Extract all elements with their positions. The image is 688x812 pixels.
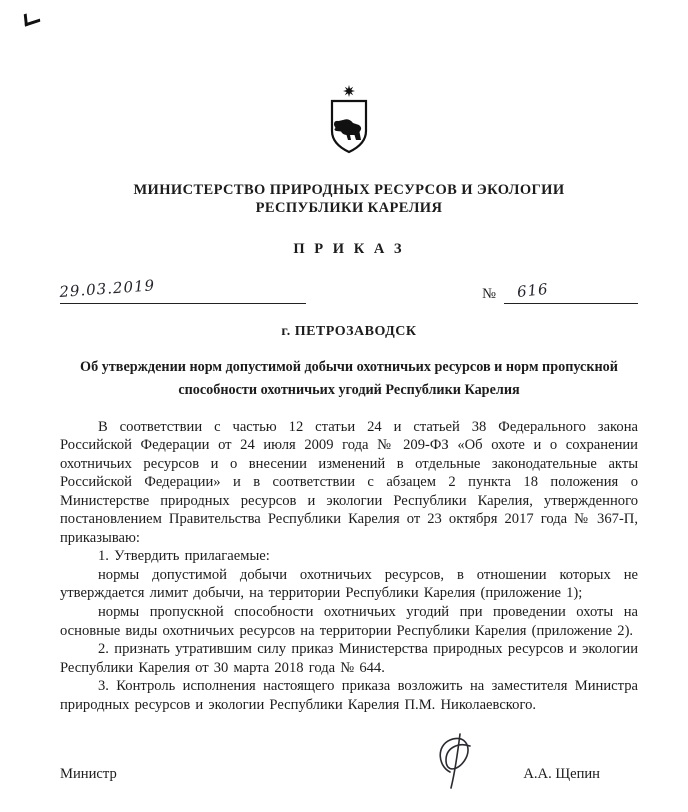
bear-icon — [334, 119, 361, 140]
karelia-coat-of-arms-icon — [319, 84, 379, 163]
number-sign-label: № — [482, 286, 496, 303]
paragraph-item-2: 2. признать утратившим силу приказ Министерства природных ресурсов и экологии Республики Карелия от 30 марта 2018 года № 644. — [60, 641, 638, 676]
scan-corner-mark — [24, 9, 40, 26]
handwritten-number: 616 — [516, 280, 550, 302]
paragraph-annex-2: нормы пропускной способности охотничьих угодий при проведении охоты на основные виды охотничьих ресурсов на территории Республики Карелия (приложение 2). — [60, 604, 638, 639]
star-icon — [343, 85, 355, 97]
date-number-row — [60, 278, 638, 304]
number-field — [482, 280, 638, 304]
ministry-line-2: РЕСПУБЛИКИ КАРЕЛИЯ — [255, 200, 443, 217]
date-field — [58, 276, 306, 304]
document-body — [60, 418, 638, 715]
city-line: г. ПЕТРОЗАВОДСК — [281, 324, 417, 340]
coat-of-arms-svg — [319, 84, 379, 158]
signer-position: Министр — [60, 766, 117, 783]
paragraph-item-1: 1. Утвердить прилагаемые: — [98, 548, 270, 565]
signature-svg — [424, 732, 488, 790]
handwritten-signature-icon — [424, 732, 488, 795]
ministry-name — [60, 181, 638, 217]
paragraph-preamble: В соответствии с частью 12 статьи 24 и статьей 38 Федерального закона Российской Федерации от 24 июля 2009 года № 209-ФЗ «Об охоте и о сохранении охотничьих ресурсов и о внесении изменений в отдельные законодательные акты Российской Федерации» и в соответствии с абзацем 2 пункта 18 положения о Министерстве природных ресурсов и экологии Республики Карелия, утвержденного постановлением Правительства Республики Карелия от 23 октября 2017 года № 367-П, приказываю: — [60, 418, 638, 546]
paragraph-annex-1: нормы допустимой добычи охотничьих ресурсов, в отношении которых не утверждается лимит добычи, на территории Республики Карелия (приложение 1); — [60, 566, 638, 602]
number-line — [504, 280, 638, 304]
signer-name: А.А. Щепин — [523, 766, 600, 783]
document-title: Об утверждении норм допустимой добычи охотничьих ресурсов и норм пропускной способности охотничьих угодий Республики Карелия — [80, 359, 618, 398]
document-type-heading: П Р И К А З — [293, 241, 405, 258]
handwritten-date: 29.03.2019 — [58, 276, 156, 302]
ministry-line-1: МИНИСТЕРСТВО ПРИРОДНЫХ РЕСУРСОВ И ЭКОЛОГИИ — [133, 182, 565, 198]
signature-row — [60, 744, 638, 804]
paragraph-item-3: 3. Контроль исполнения настоящего приказа возложить на заместителя Министра природных ресурсов и экологии Республики Карелия П.М. Николаевского. — [60, 678, 638, 713]
